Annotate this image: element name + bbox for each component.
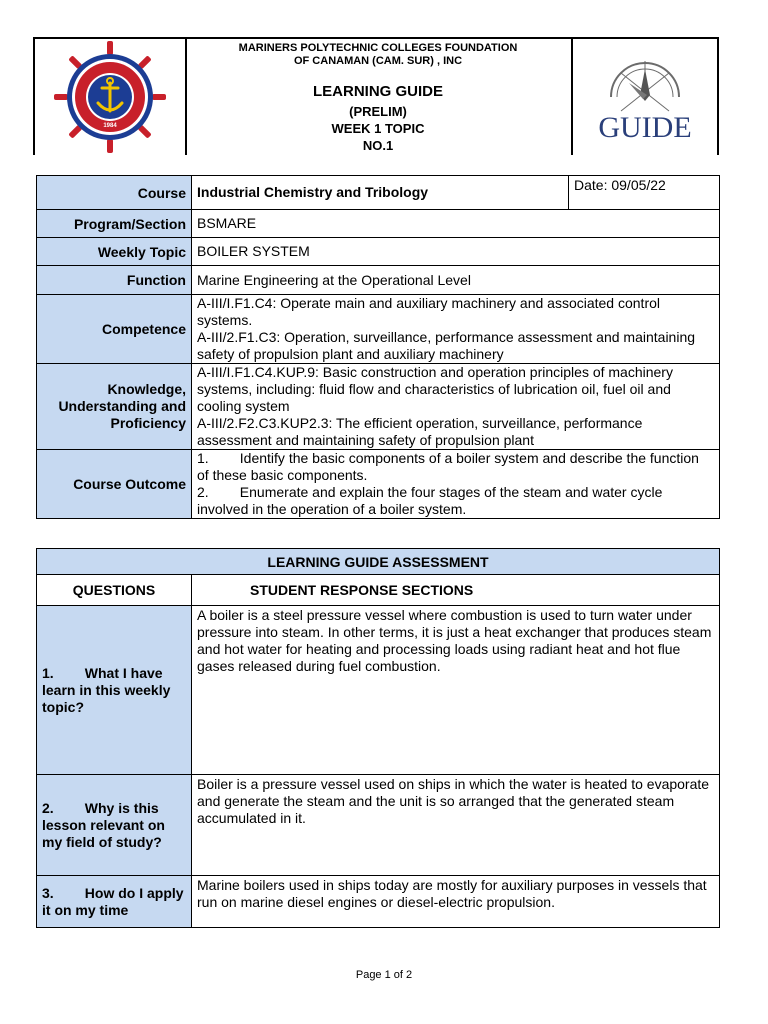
page-number: Page 1 of 2 <box>355 969 413 981</box>
org-name-line2: OF CANAMAN (CAM. SUR) , INC <box>293 55 463 67</box>
competence-value <box>192 295 720 364</box>
kup-value <box>192 364 720 450</box>
ship-wheel-seal-icon <box>35 39 185 155</box>
week-label: WEEK 1 TOPIC <box>331 121 425 136</box>
kup-item: A-III/I.F1.C4.KUP.9: Basic construction and operation principles of machinery systems, including: fluid flow and characteristics of lubrication oil, fuel oil and cooling system <box>197 364 673 414</box>
course-value: Industrial Chemistry and Tribology <box>192 176 569 210</box>
question-2: 2. Why is this lesson relevant on my field of study? <box>37 775 192 876</box>
kup-item: A-III/2.F2.C3.KUP2.3: The efficient operation, surveillance, performance assessment and maintaining safety of propulsion plant <box>197 415 643 448</box>
course-label: Course <box>37 176 192 210</box>
competence-item: A-III/2.F1.C3: Operation, surveillance, performance assessment and maintaining safety of propulsion plant and auxiliary machinery <box>197 329 696 362</box>
document-title: LEARNING GUIDE <box>312 83 443 100</box>
course-outcome-label: Course Outcome <box>37 450 192 519</box>
answer-1: A boiler is a steel pressure vessel where combustion is used to turn water under pressure into steam. In other terms, it is just a heat exchanger that produces steam and hot water for heating and processing loads using radiant heat and hot flue gases released during fuel combustion. <box>192 606 720 775</box>
course-info-table <box>36 175 720 519</box>
question-1: 1. What I have learn in this weekly topic? <box>37 606 192 775</box>
compass-guide-logo-icon <box>571 39 719 155</box>
question-row <box>37 876 720 928</box>
program-label: Program/Section <box>37 210 192 238</box>
question-row <box>37 606 720 775</box>
function-label: Function <box>37 266 192 295</box>
program-value: BSMARE <box>192 210 720 238</box>
function-row <box>37 266 720 295</box>
kup-label: Knowledge, Understanding and Proficiency <box>37 364 192 450</box>
outcome-item: 2. Enumerate and explain the four stages of the steam and water cycle involved in the operation of a boiler system. <box>197 484 667 517</box>
question-row <box>37 775 720 876</box>
assessment-title: LEARNING GUIDE ASSESSMENT <box>37 549 720 575</box>
header-title-cell <box>185 39 573 155</box>
guide-logo-cell <box>571 39 719 155</box>
answer-3: Marine boilers used in ships today are mostly for auxiliary purposes in vessels that run on marine diesel engines or diesel-electric propulsion. <box>192 876 720 928</box>
school-seal-cell <box>35 39 187 155</box>
competence-label: Competence <box>37 295 192 364</box>
weekly-topic-label: Weekly Topic <box>37 238 192 266</box>
kup-row <box>37 364 720 450</box>
course-outcome-row <box>37 450 720 519</box>
svg-text:1984: 1984 <box>103 123 117 129</box>
function-value: Marine Engineering at the Operational Level <box>192 266 720 295</box>
document-header <box>33 37 719 155</box>
assessment-title-row <box>37 549 720 575</box>
competence-row <box>37 295 720 364</box>
outcome-item: 1. Identify the basic components of a boiler system and describe the function of these basic components. <box>197 450 703 483</box>
question-3: 3. How do I apply it on my time <box>37 876 192 928</box>
answer-2: Boiler is a pressure vessel used on ships in which the water is heated to evaporate and generate the steam and the unit is so arranged that the generated steam accumulated in it. <box>192 775 720 876</box>
competence-item: A-III/I.F1.C4: Operate main and auxiliary machinery and associated control systems. <box>197 295 660 328</box>
responses-header: STUDENT RESPONSE SECTIONS <box>192 575 720 606</box>
program-row <box>37 210 720 238</box>
weekly-topic-value: BOILER SYSTEM <box>192 238 720 266</box>
questions-header: QUESTIONS <box>37 575 192 606</box>
org-name-line1: MARINERS POLYTECHNIC COLLEGES FOUNDATION <box>238 42 518 54</box>
guide-logo-text: GUIDE <box>598 111 692 144</box>
date-value: Date: 09/05/22 <box>569 176 720 210</box>
assessment-header-row <box>37 575 720 606</box>
course-outcome-value <box>192 450 720 519</box>
assessment-table <box>36 548 720 928</box>
course-row <box>37 176 720 210</box>
weekly-topic-row <box>37 238 720 266</box>
term-label: (PRELIM) <box>349 104 407 119</box>
topic-number: NO.1 <box>362 138 394 153</box>
